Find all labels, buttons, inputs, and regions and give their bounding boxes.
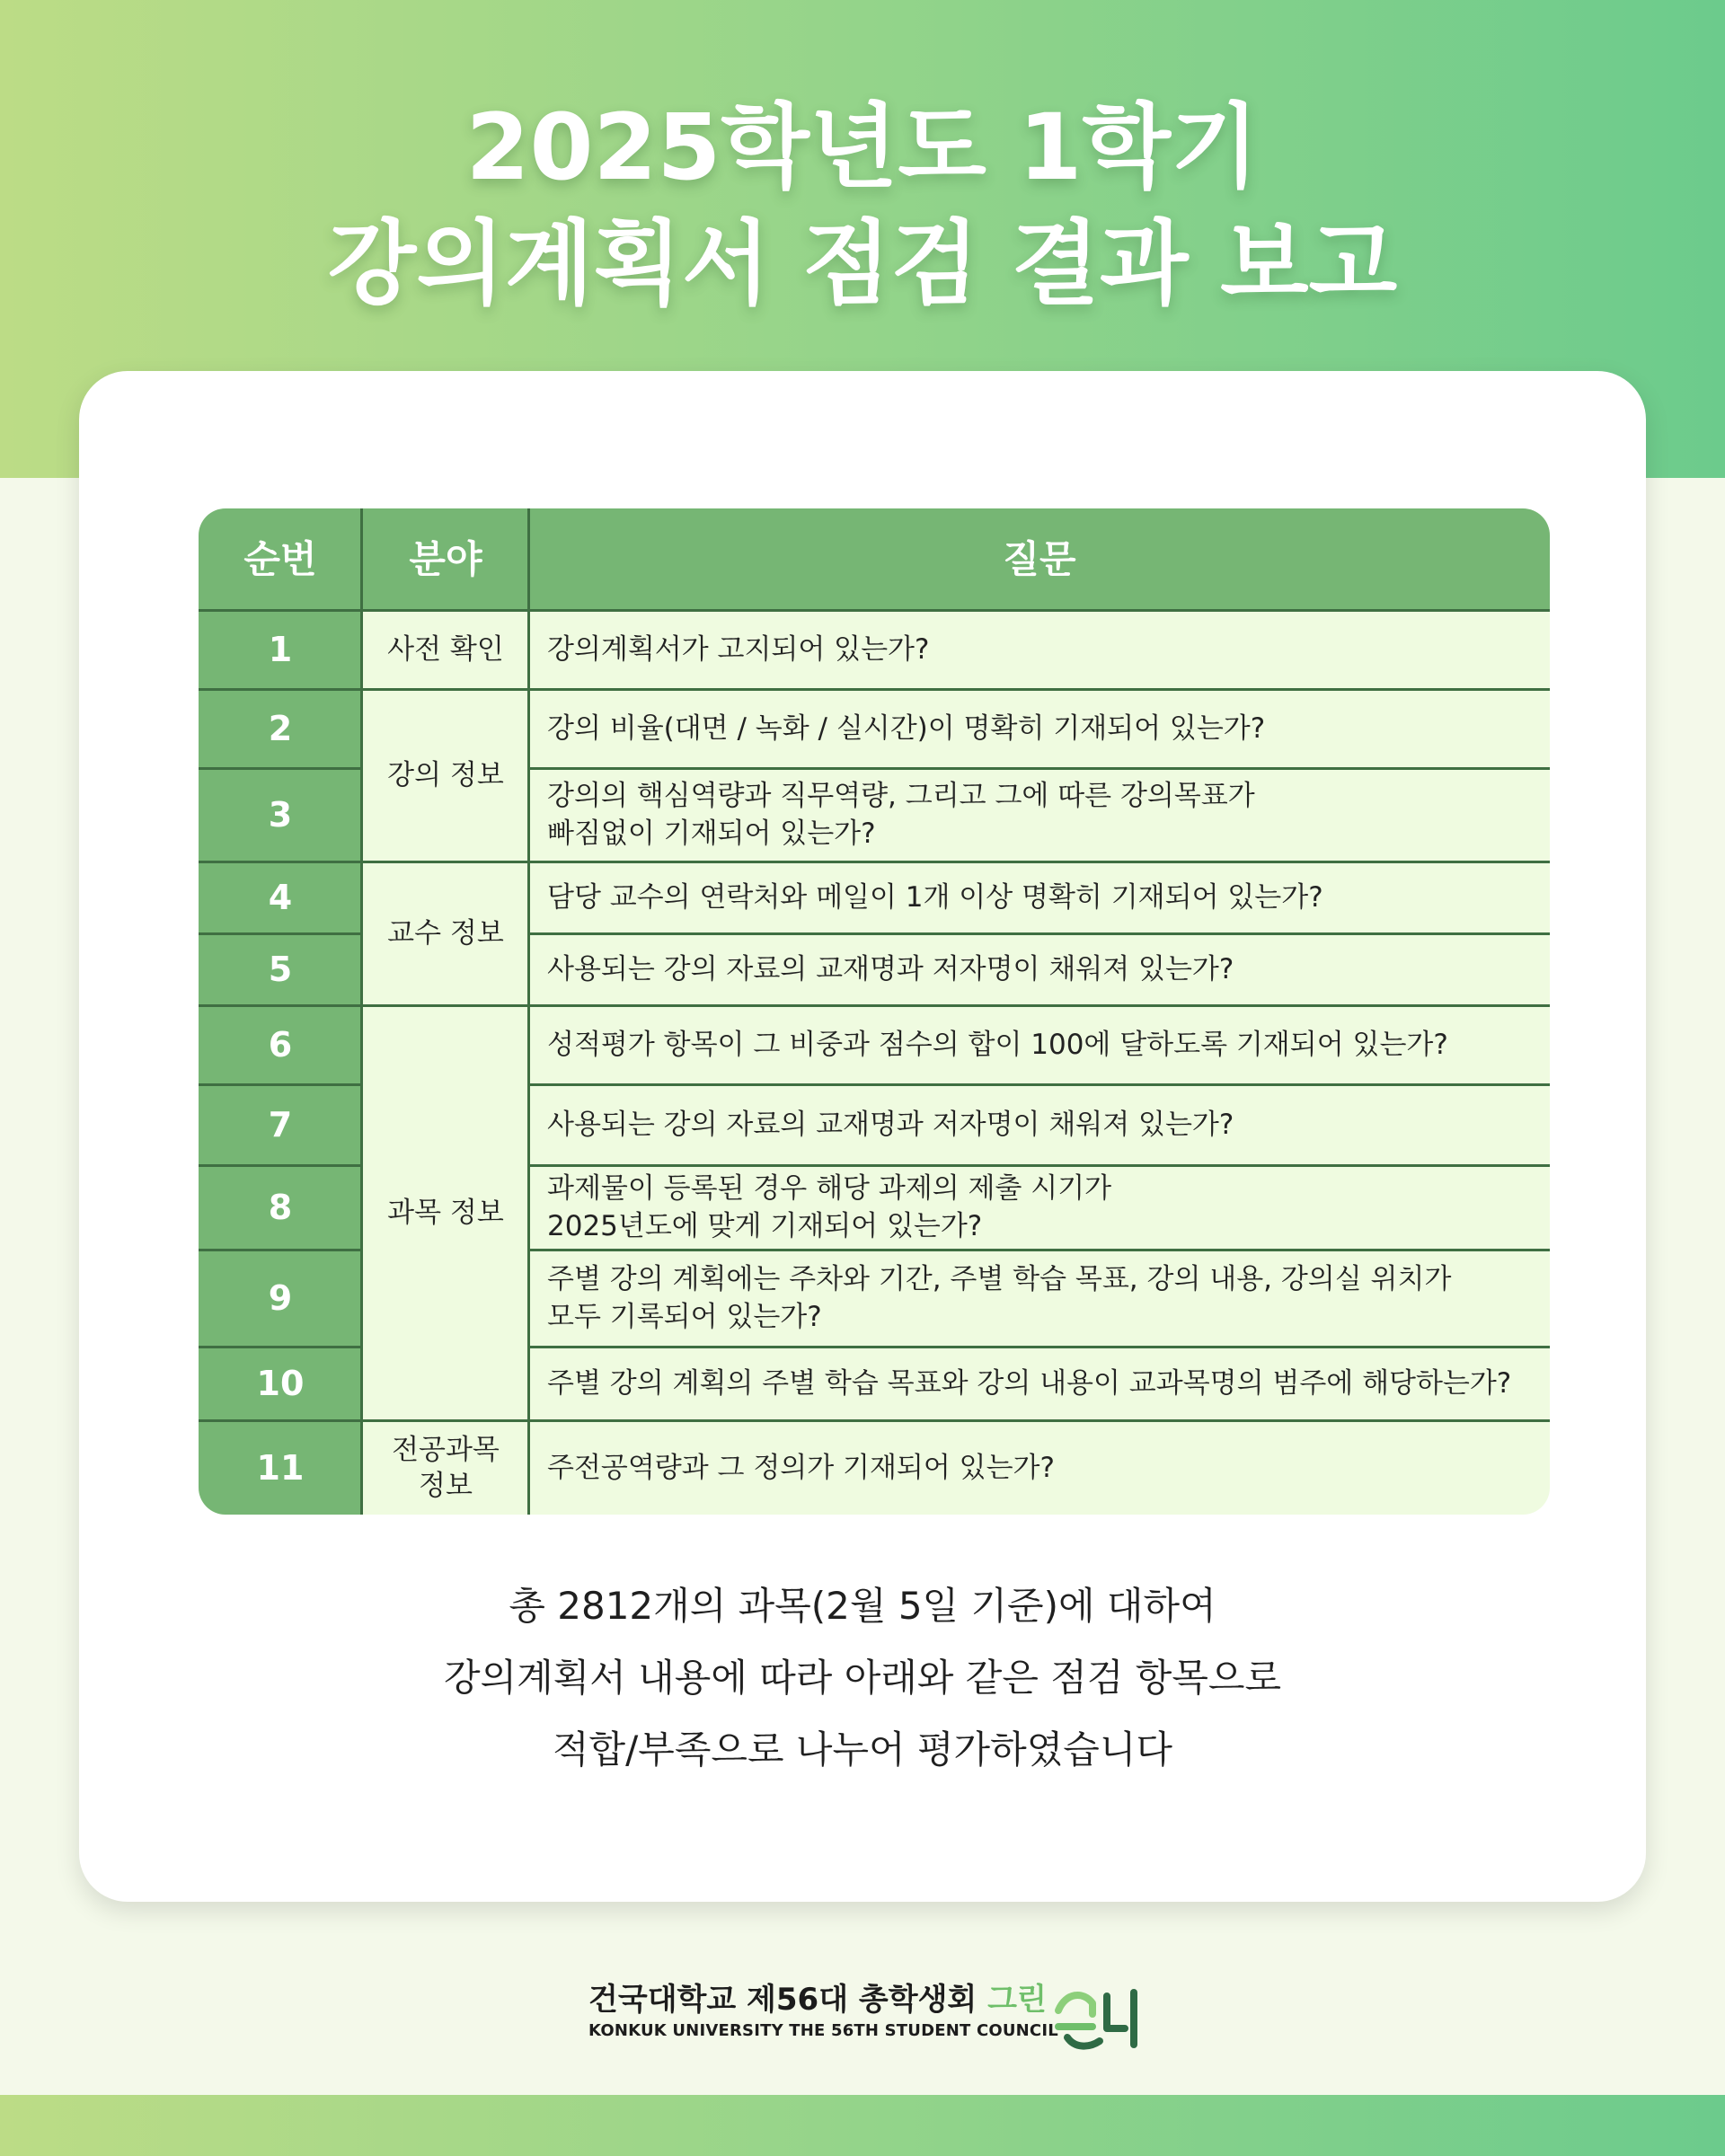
question-cell: [529, 1420, 1539, 1515]
question-cell: [529, 933, 1539, 1005]
header-question: 질문: [1003, 537, 1076, 581]
header-divider: [527, 508, 530, 610]
row-divider: [529, 1249, 1550, 1251]
row-divider: [199, 932, 360, 935]
question-text: 담당 교수의 연락처와 메일이 1개 이상 명확히 기재되어 있는가?: [547, 881, 1323, 914]
question-text: 주별 강의 계획에는 주차와 기간, 주별 학습 목표, 강의 내용, 강의실 위치가 모두 기록되어 있는가?: [547, 1263, 1452, 1333]
row-divider: [199, 609, 1550, 612]
table-header: [199, 508, 1550, 610]
row-number: 4: [268, 878, 293, 917]
question-text: 강의의 핵심역량과 직무역량, 그리고 그에 따른 강의목표가 빠짐없이 기재되어 있는가?: [547, 780, 1255, 850]
row-divider: [529, 767, 1550, 770]
row-number: 6: [268, 1025, 293, 1065]
question-cell: [529, 610, 1539, 689]
footer-organization: [588, 1982, 1058, 2040]
question-text: 사용되는 강의 자료의 교재명과 저자명이 채워져 있는가?: [547, 1109, 1234, 1141]
row-divider: [199, 861, 1550, 863]
footer-org-english: KONKUK UNIVERSITY THE 56TH STUDENT COUNCIL: [588, 2021, 1058, 2040]
question-cell: [529, 1250, 1539, 1347]
row-divider: [199, 1164, 360, 1167]
row-divider: [199, 688, 1550, 691]
question-text: 주별 강의 계획의 주별 학습 목표와 강의 내용이 교과목명의 범주에 해당하는가?: [547, 1367, 1512, 1400]
category-cell: 사전 확인: [387, 633, 504, 666]
row-number: 7: [268, 1105, 293, 1144]
row-number: 3: [268, 795, 293, 835]
question-text: 강의계획서가 고지되어 있는가?: [547, 633, 930, 666]
question-text: 강의 비율(대면 / 녹화 / 실시간)이 명확히 기재되어 있는가?: [547, 712, 1266, 745]
summary-line-3: 적합/부족으로 나누어 평가하였습니다: [552, 1727, 1172, 1772]
row-divider: [199, 1004, 1550, 1007]
question-cell: [529, 862, 1539, 933]
row-number: 5: [268, 950, 293, 989]
row-number: 10: [256, 1364, 305, 1403]
question-text: 성적평가 항목이 그 비중과 점수의 합이 100에 달하도록 기재되어 있는가?: [547, 1029, 1448, 1061]
question-cell: [529, 1347, 1539, 1420]
category-cell: 교수 정보: [387, 917, 504, 950]
checklist-table: [199, 508, 1550, 1515]
row-divider: [529, 1346, 1550, 1348]
question-text: 주전공역량과 그 정의가 기재되어 있는가?: [547, 1451, 1055, 1484]
row-divider: [199, 1083, 360, 1086]
row-divider: [199, 767, 360, 770]
header-number: 순번: [243, 537, 317, 581]
footer-org-korean: [588, 1982, 1047, 2018]
question-cell: [529, 768, 1539, 862]
question-cell: [529, 1005, 1539, 1084]
header-divider: [360, 508, 363, 610]
row-divider: [199, 1249, 360, 1251]
category-cell: 강의 정보: [387, 759, 504, 791]
footer-org-name: 그린: [987, 1982, 1047, 2018]
question-cell: [529, 1084, 1539, 1165]
row-divider: [529, 1083, 1550, 1086]
row-divider: [529, 1164, 1550, 1167]
question-cell: [529, 1165, 1539, 1250]
column-divider: [360, 610, 363, 1515]
row-number: 8: [268, 1188, 293, 1227]
footer-org-ko-text: 건국대학교 제56대 총학생회: [588, 1982, 978, 2018]
column-divider: [527, 610, 530, 1515]
category-cell: 과목 정보: [387, 1197, 504, 1229]
category-cell: 전공과목 정보: [392, 1433, 500, 1502]
bottom-gradient-band: [0, 2095, 1725, 2156]
summary-line-1: 총 2812개의 과목(2월 5일 기준)에 대하여: [509, 1584, 1216, 1628]
row-number: 9: [268, 1278, 293, 1318]
title-line-2: 강의계획서 점검 결과 보고: [327, 211, 1398, 318]
summary-text: [0, 1570, 1725, 1786]
row-number: 1: [268, 630, 293, 669]
summary-line-2: 강의계획서 내용에 따라 아래와 같은 점검 항목으로: [443, 1656, 1282, 1700]
row-divider: [199, 1346, 360, 1348]
title-line-1: 2025학년도 1학기: [465, 94, 1260, 201]
question-cell: [529, 689, 1539, 768]
question-text: 사용되는 강의 자료의 교재명과 저자명이 채워져 있는가?: [547, 953, 1234, 985]
row-divider: [199, 1419, 1550, 1422]
row-divider: [529, 932, 1550, 935]
page-title: [0, 90, 1725, 323]
row-number: 11: [256, 1447, 305, 1488]
header-category: 분야: [409, 537, 482, 581]
row-number: 2: [268, 709, 293, 748]
question-text: 과제물이 등록된 경우 해당 과제의 제출 시기가 2025년도에 맞게 기재되어 있는가?: [547, 1172, 1112, 1242]
green-council-logo-icon: [1053, 1984, 1143, 2052]
